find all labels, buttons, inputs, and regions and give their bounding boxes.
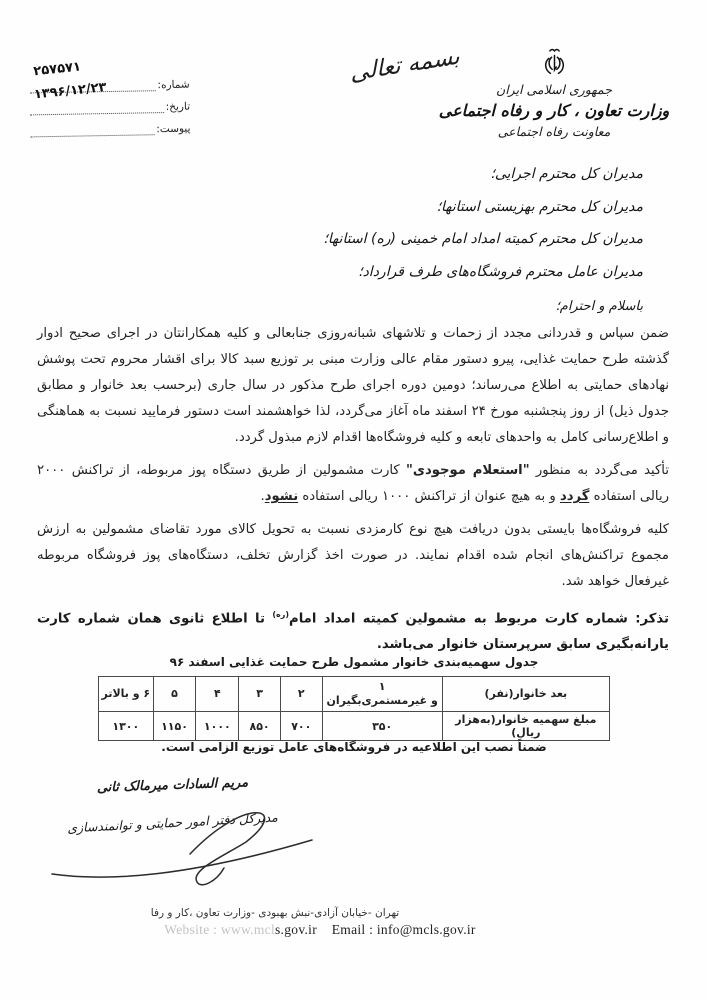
recipient-line: مدیران عامل محترم فروشگاه‌های طرف قرارداد؛ (358, 263, 643, 280)
footer-gap (317, 922, 332, 937)
header-col-2: ۲ (280, 677, 322, 712)
amount-col-3: ۸۵۰ (239, 712, 281, 741)
remark-label: تذکر: (635, 611, 669, 627)
paragraph-remark (37, 602, 669, 658)
p2-underlined-use: گردد (559, 489, 590, 504)
paragraph-intro: ضمن سپاس و قدردانی مجدد از زحمات و تلاشهای شبانه‌روزی جنابعالی و کلیه همکارانتان در اجرای صحیح ادوار گذشته طرح حمایت غذایی، پیرو دستور مقام عالی وزارت مبنی بر توزیع سبد کالا برای اقشار محروم تحت پوشش نهادهای حمایتی به اطلاع می‌رساند؛ دومین دوره اجرای طرح مذکور در سال جاری (برحسب بعد خانوار و مطابق جدول ذیل) از روز پنجشنبه مورخ ۲۴ اسفند ماه آغاز می‌گردد، لذا خواهشمند است دستور فرمایید نسبت به هماهنگی و اطلاع‌رسانی کامل به واحدهای تابعه و کلیه فروشگاه‌ها اقدام لازم مبذول گردد. (37, 326, 669, 445)
header-col-4: ۴ (196, 677, 239, 712)
amount-col-2: ۷۰۰ (280, 712, 322, 741)
amount-col-1: ۳۵۰ (322, 712, 442, 741)
footer-email: Email : info@mcls.gov.ir (331, 922, 476, 937)
col1-line2: و غیرمستمری‌بگیران (326, 694, 438, 707)
table-header-row (99, 677, 610, 712)
footer (0, 907, 640, 938)
honorific-superscript: (ره) (272, 610, 290, 619)
letterhead-country: جمهوری اسلامی ایران (496, 82, 612, 97)
date-value: ۱۳۹۶/۱۲/۲۳ (33, 79, 108, 103)
remark-text: تا اطلاع ثانوی همان شماره کارت یارانه‌بگیری سابق سرپرستان خانوار می‌باشد. (37, 611, 669, 653)
signer-title: مدیرکل دفتر امور حمایتی و توانمندسازی (66, 809, 279, 836)
salutation: باسلام و احترام؛ (555, 299, 643, 314)
letter-meta-block (29, 59, 191, 138)
row-label-amount: مبلغ سهمیه خانوار(به‌هزار ریال) (442, 712, 609, 741)
table-value-row (99, 712, 610, 741)
attachment-label: پیوست: (156, 122, 191, 136)
col1-line1: ۱ (378, 680, 386, 693)
date-label: تاریخ: (165, 100, 191, 114)
letterhead-ministry: وزارت تعاون ، کار و رفاه اجتماعی (438, 101, 670, 120)
header-household-size: بعد خانوار(نفر) (442, 677, 609, 712)
number-label: شماره: (157, 78, 190, 92)
recipient-line: مدیران کل محترم کمیته امداد امام خمینی (ره) استانها؛ (323, 231, 643, 247)
posting-notice: ضمناً نصب این اطلاعیه در فروشگاه‌های عامل توزیع الزامی است. (161, 740, 547, 754)
letter-body (37, 321, 669, 665)
handwritten-signature (40, 790, 330, 890)
footer-website-faded: Website : www.mcl (164, 922, 275, 937)
header-col-3: ۳ (239, 677, 281, 712)
recipients-list (323, 166, 643, 296)
p2-bold-inventory-inquiry: "استعلام موجودی" (406, 463, 530, 478)
letterhead (429, 48, 679, 139)
recipient-line: مدیران کل محترم بهزیستی استانها؛ (436, 198, 643, 215)
footer-contact-line (0, 922, 640, 938)
amount-col-5: ۱۱۵۰ (153, 712, 196, 741)
iran-coat-of-arms-icon (543, 48, 566, 78)
signature-block (55, 775, 290, 836)
attachment-dotted-line (30, 122, 154, 137)
footer-address: تهران -خیابان آزادی-نبش بهبودی -وزارت تعاون ،کار و رفا (150, 907, 400, 919)
number-value: ۲۵۷۵۷۱ (32, 59, 82, 80)
quota-table-title: جدول سهمیه‌بندی خانوار مشمول طرح حمایت غذایی اسفند ۹۶ (169, 655, 539, 669)
amount-col-6plus: ۱۳۰۰ (99, 712, 154, 741)
recipient-line: مدیران کل محترم اجرایی؛ (490, 166, 643, 182)
header-col-5: ۵ (153, 677, 196, 712)
besmellah-calligraphy: بسمه تعالی (349, 43, 461, 87)
letterhead-department: معاونت رفاه اجتماعی (497, 124, 611, 139)
p2-text: تأکید می‌گردد به منظور (529, 463, 669, 478)
paragraph-stores-obligation: کلیه فروشگاه‌ها بایستی بدون دریافت هیچ نوع کارمزدی نسبت به تحویل کالای مورد تقاضای مشمولین به ارزش مجموع تراکنش‌های انجام شده اقدام نمایند. در صورت اخذ گزارش تخلف، دستگاه‌های پوز فروشگاه مربوطه غیرفعال خواهد شد. (37, 522, 669, 589)
footer-website: s.gov.ir (275, 922, 318, 937)
p2-text: . (260, 489, 265, 504)
p2-underlined-not-use: نشود (264, 489, 299, 504)
p2-text: کارت مشمولین از طریق دستگاه پوز مربوطه، از تراکنش ۲۰۰۰ ریالی استفاده (37, 463, 669, 504)
quota-table (98, 676, 610, 741)
header-col-6plus: ۶ و بالاتر (99, 677, 154, 712)
paragraph-transaction-emphasis (37, 458, 669, 510)
amount-col-4: ۱۰۰۰ (196, 712, 239, 741)
letter-attachment-row (30, 113, 190, 138)
remark-text: شماره کارت مربوط به مشمولین کمیته امداد امام (289, 611, 636, 627)
header-col-1 (322, 677, 442, 712)
p2-text: و به هیچ عنوان از تراکنش ۱۰۰۰ ریالی استفاده (298, 489, 560, 504)
signer-name: مریم السادات میرمالک ثانی (96, 775, 249, 796)
